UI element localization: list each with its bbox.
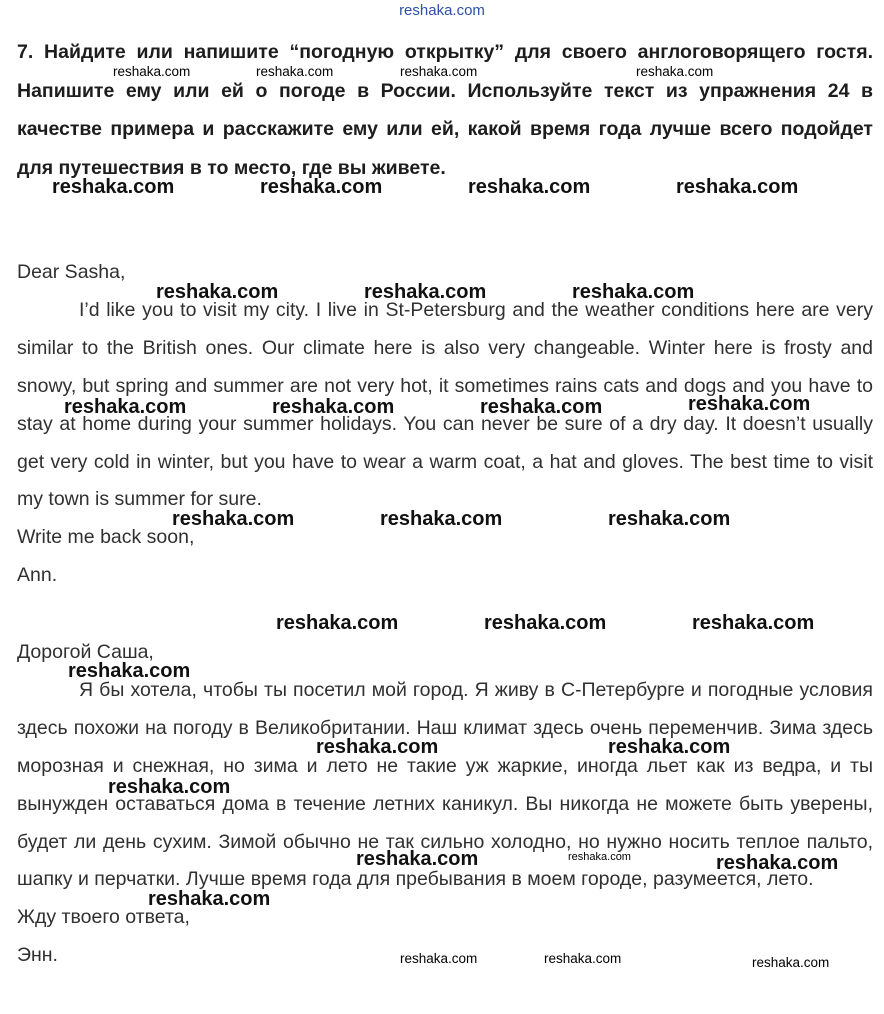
- watermark: reshaka.com: [113, 64, 191, 79]
- watermark: reshaka.com: [260, 176, 383, 198]
- watermark: reshaka.com: [688, 393, 811, 415]
- watermark: reshaka.com: [676, 176, 799, 198]
- watermark: reshaka.com: [272, 396, 395, 418]
- letter-body: I’d like you to visit my city. I live in St-Petersburg and the weather conditions here are very similar to the British ones. Our climate here is also very changeable. Winter here is frosty and snowy, but spring and summer are not very hot, it sometimes rains cats and dogs and you have to stay at home during your summer holidays. You can never be sure of a dry day. It doesn’t usually get very cold in winter, but you have to wear a warm coat, a hat and gloves. The best time to visit my town is summer for sure.: [17, 298, 873, 511]
- watermark: reshaka.com: [364, 281, 487, 303]
- watermark: reshaka.com: [256, 64, 334, 79]
- watermark: reshaka.com: [636, 64, 714, 79]
- watermark: reshaka.com: [52, 176, 175, 198]
- watermark: reshaka.com: [276, 612, 399, 634]
- letter-russian: [17, 634, 873, 975]
- watermark: reshaka.com: [400, 64, 478, 79]
- task-text: 7. Найдите или напишите “погодную открытку” для своего англоговорящего гостя. Напишите ему или ей о погоде в России. Используйте текст из упражнения 24 в качестве примера и расскажите ему или ей, какой время года лучше всего подойдет для путешествия в то место, где вы живете.: [17, 41, 873, 179]
- watermark: reshaka.com: [400, 951, 478, 966]
- letter-closing: Жду твоего ответа,: [17, 906, 190, 929]
- letter-body: Я бы хотела, чтобы ты посетил мой город. Я живу в С-Петербурге и погодные условия здесь похожи на погоду в Великобритании. Наш климат здесь очень переменчив. Зима здесь морозная и снежная, но зима и лето не такие уж жаркие, иногда льет как из ведра, и ты вынужден оставаться дома в течение летних каникул. Вы никогда не можете быть уверены, будет ли день сухим. Зимой обычно не так сильно холодно, но нужно носить теплое пальто, шапку и перчатки. Лучше время года для пребывания в моем городе, разумеется, лето.: [17, 678, 873, 891]
- letter-english: [17, 254, 873, 595]
- watermark: reshaka.com: [148, 888, 271, 910]
- letter-signature: Ann.: [17, 564, 58, 587]
- watermark: reshaka.com: [68, 660, 191, 682]
- watermark: reshaka.com: [484, 612, 607, 634]
- watermark: reshaka.com: [380, 508, 503, 530]
- letter-greeting: Дорогой Саша,: [17, 641, 154, 663]
- watermark: reshaka.com: [468, 176, 591, 198]
- watermark: reshaka.com: [568, 851, 631, 863]
- watermark: reshaka.com: [544, 951, 622, 966]
- letter-closing: Write me back soon,: [17, 526, 195, 549]
- watermark: reshaka.com: [572, 281, 695, 303]
- watermark: reshaka.com: [156, 281, 279, 303]
- watermark: reshaka.com: [608, 736, 731, 758]
- watermark: reshaka.com: [64, 396, 187, 418]
- watermark: reshaka.com: [480, 396, 603, 418]
- letter-greeting: Dear Sasha,: [17, 261, 126, 283]
- watermark: reshaka.com: [692, 612, 815, 634]
- letter-signature: Энн.: [17, 944, 58, 967]
- watermark: reshaka.com: [316, 736, 439, 758]
- watermark: reshaka.com: [608, 508, 731, 530]
- watermark: reshaka.com: [356, 848, 479, 870]
- watermark: reshaka.com: [172, 508, 295, 530]
- watermark: reshaka.com: [716, 852, 839, 874]
- site-header[interactable]: reshaka.com: [399, 2, 485, 19]
- watermark: reshaka.com: [752, 955, 830, 970]
- watermark: reshaka.com: [108, 776, 231, 798]
